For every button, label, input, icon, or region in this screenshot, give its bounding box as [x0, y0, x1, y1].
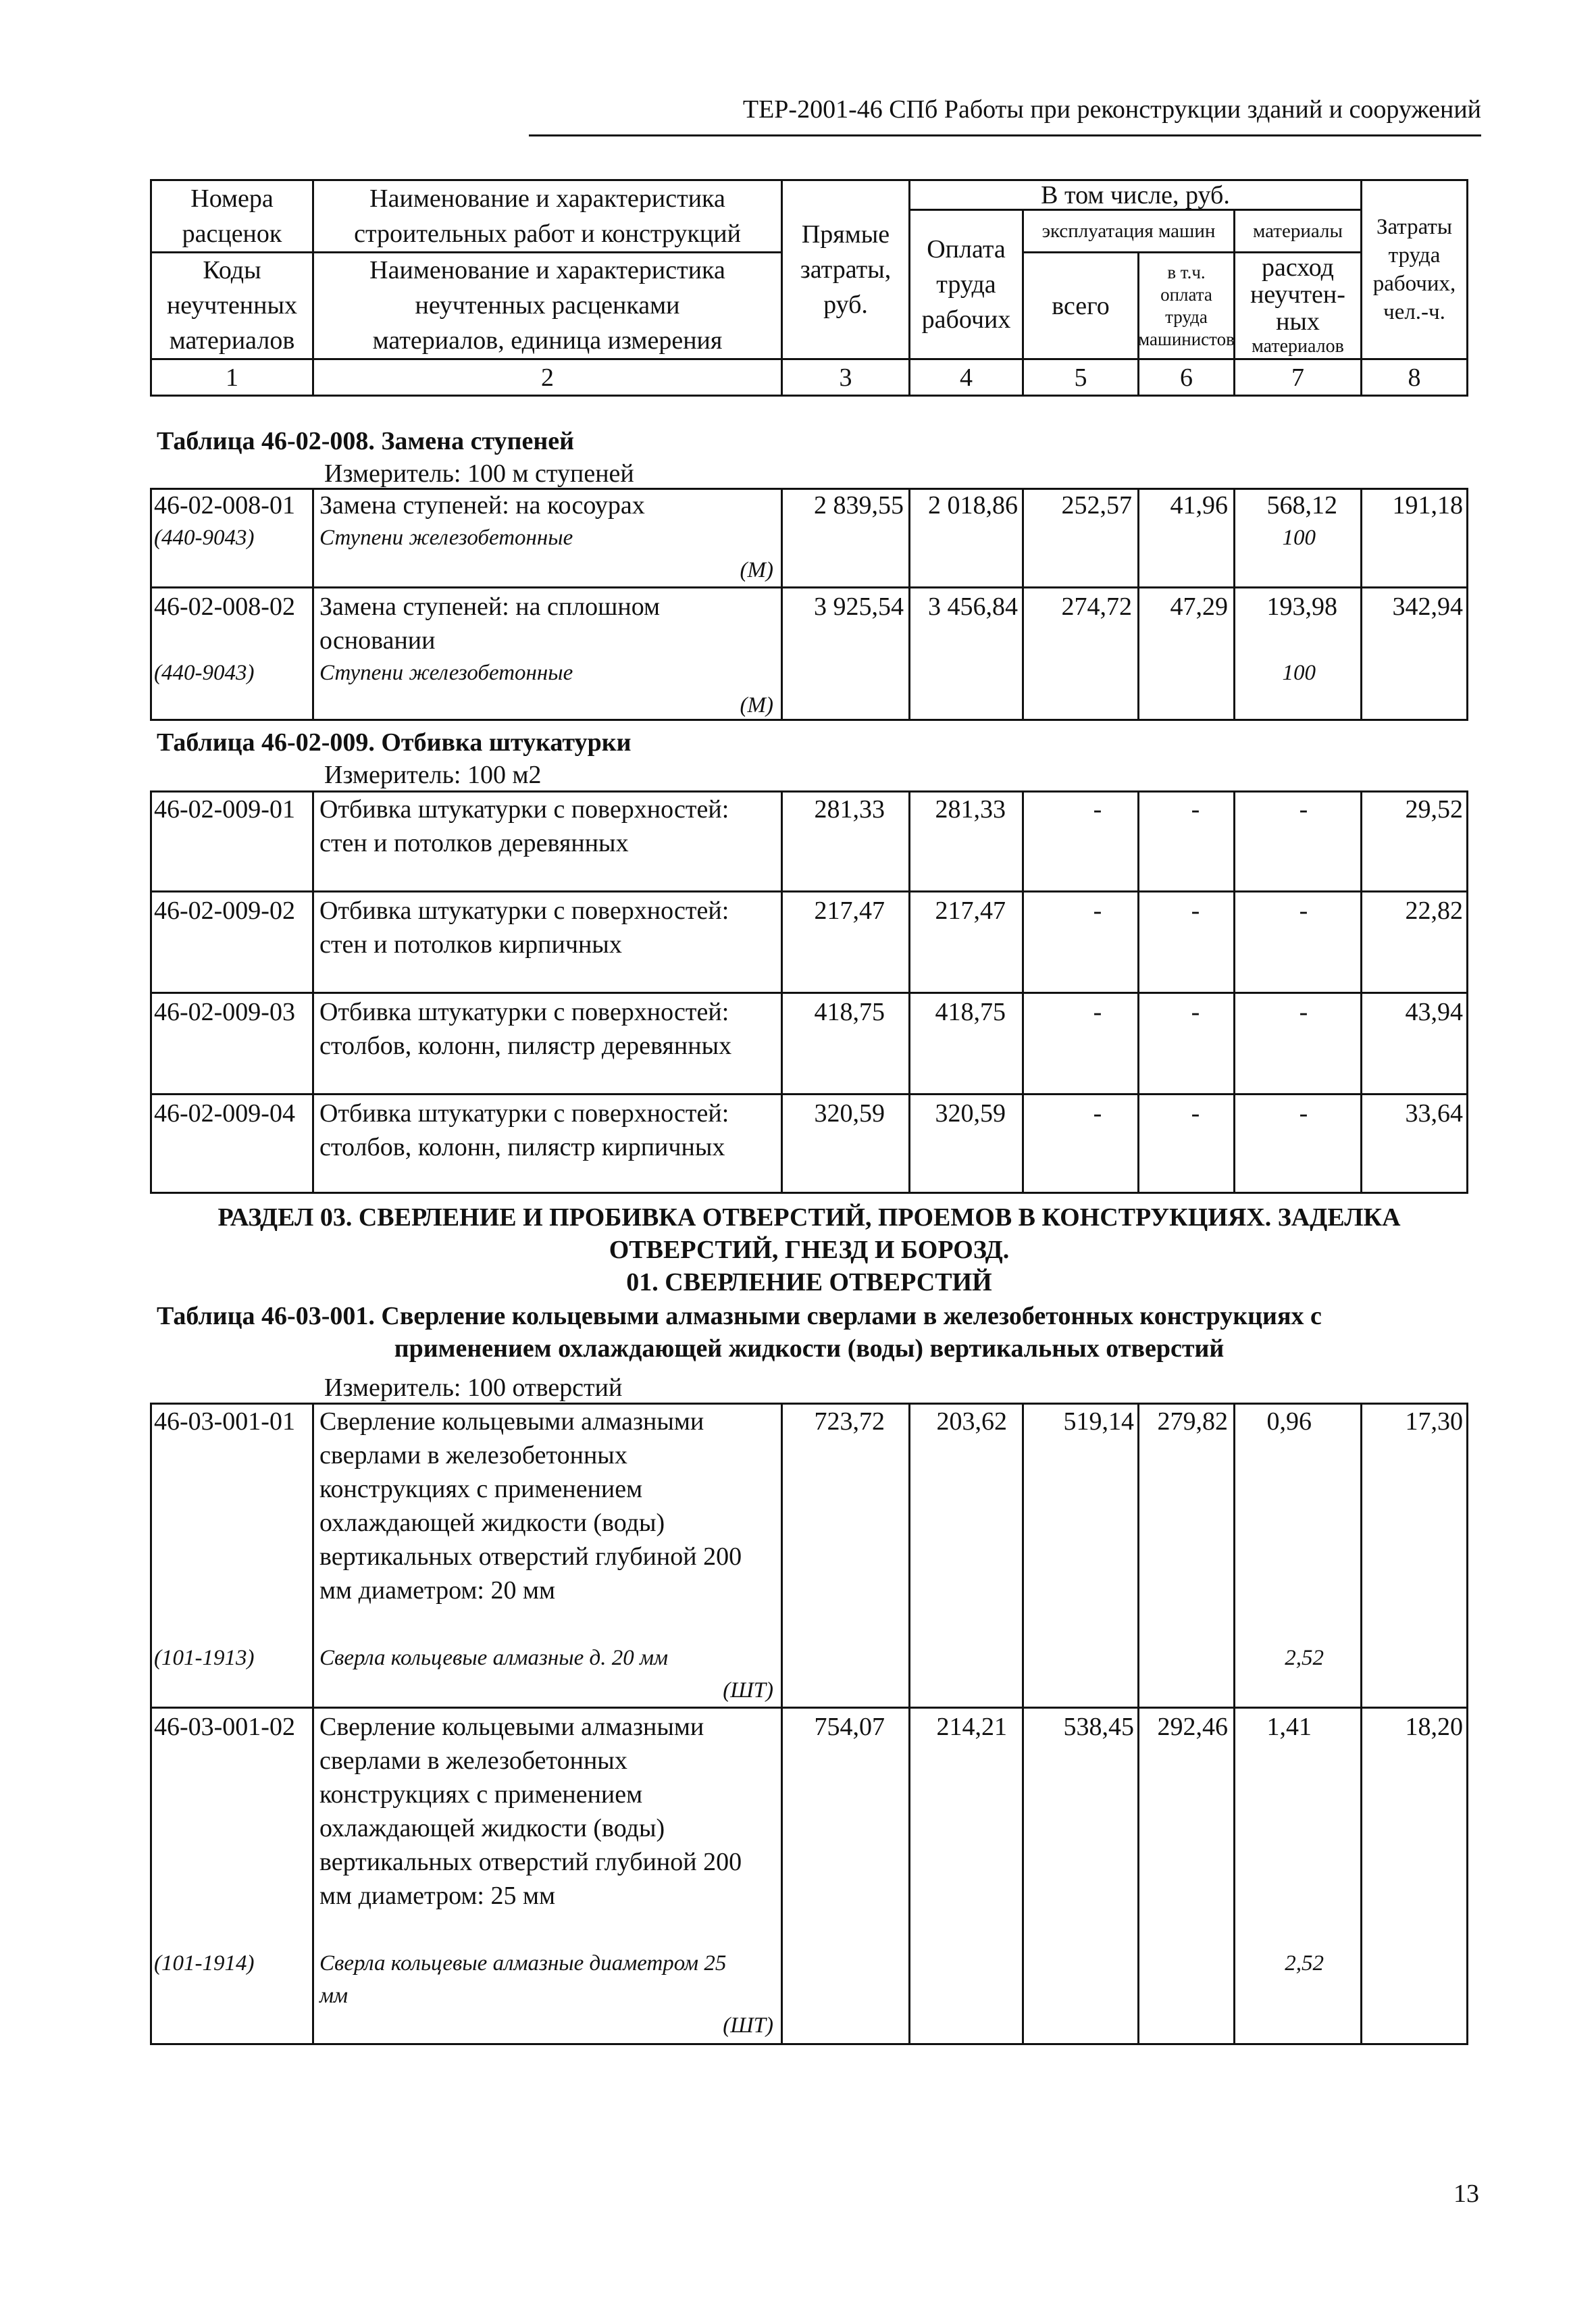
t009-r2-v3: 217,47	[814, 897, 885, 925]
t009-r1-v8: 29,52	[1405, 795, 1463, 824]
t009-r1-v5: -	[1093, 795, 1102, 824]
t009-r4-v3: 320,59	[814, 1099, 885, 1128]
t008-r2-v6: 47,29	[1170, 593, 1228, 621]
t008-r1-v6: 41,96	[1170, 491, 1228, 520]
t001-r2-n0: Сверление кольцевыми алмазными	[319, 1713, 704, 1741]
t009-r3-v6: -	[1191, 998, 1200, 1026]
t001-r2-n5: мм диаметром: 25 мм	[319, 1882, 556, 1910]
exp-header: эксплуатация машин	[1022, 209, 1235, 253]
t008-v3	[908, 488, 910, 721]
t001-r2-v8: 18,20	[1405, 1713, 1463, 1741]
t001-r2-mcode: (101-1914)	[154, 1951, 255, 1976]
t001-r2-v5: 538,45	[1063, 1713, 1134, 1741]
t008-rowline	[150, 586, 1468, 588]
t001-r1-code: 46-03-001-01	[154, 1407, 295, 1436]
t008-r2-v5: 274,72	[1061, 593, 1132, 621]
t009-r1-n1: Отбивка штукатурки с поверхностей:	[319, 795, 729, 824]
t008-v4	[1022, 488, 1024, 721]
t009-r4-v6: -	[1191, 1099, 1200, 1128]
col4-header: Оплата труда рабочих	[908, 209, 1024, 360]
t001-r1-v8: 17,30	[1405, 1407, 1463, 1436]
t001-r1-mname: Сверла кольцевые алмазные д. 20 мм	[319, 1646, 669, 1670]
t009-row-line-3	[150, 1093, 1468, 1095]
t009-v7	[1360, 790, 1362, 1194]
t009-r3-v7: -	[1299, 998, 1308, 1026]
t009-r1-v7: -	[1299, 795, 1308, 824]
col1-divider	[150, 251, 314, 253]
num-3: 3	[781, 358, 910, 397]
t009-row-line-2	[150, 992, 1468, 994]
t009-r2-v4: 217,47	[935, 897, 1006, 925]
t008-r2-name2: основании	[319, 626, 436, 655]
t009-r1-v6: -	[1191, 795, 1200, 824]
t008-r2-name1: Замена ступеней: на сплошном	[319, 593, 661, 621]
t009-r1-n2: стен и потолков деревянных	[319, 829, 629, 857]
t001-r1-mcode: (101-1913)	[154, 1646, 255, 1670]
t009-r3-v5: -	[1093, 998, 1102, 1026]
t009-r2-n2: стен и потолков кирпичных	[319, 930, 622, 959]
t001-r2-v7b: 2,52	[1285, 1951, 1324, 1976]
t009-row-line-1	[150, 890, 1468, 892]
t009-r3-code: 46-02-009-03	[154, 998, 295, 1026]
t009-r2-v5: -	[1093, 897, 1102, 925]
t001-v4	[1022, 1403, 1024, 2045]
col5-header: всего	[1022, 251, 1139, 360]
t008-r2-unit: (М)	[740, 693, 773, 718]
t008-r1-code: 46-02-008-01	[154, 491, 295, 520]
t001-r2-code: 46-03-001-02	[154, 1713, 295, 1741]
num-2: 2	[312, 358, 783, 397]
t008-r2-mcode: (440-9043)	[154, 661, 255, 685]
t001-r2-unit: (ШТ)	[723, 2013, 773, 2038]
col7-header: расход неучтен- ных материалов	[1233, 251, 1362, 360]
t009-v4	[1022, 790, 1024, 1194]
t009-r2-v8: 22,82	[1405, 897, 1463, 925]
t001-r1-n0: Сверление кольцевыми алмазными	[319, 1407, 704, 1436]
t009-r2-code: 46-02-009-02	[154, 897, 295, 925]
num-7: 7	[1233, 358, 1362, 397]
t008-measure: Измеритель: 100 м ступеней	[324, 459, 634, 488]
t001-r1-n5: мм диаметром: 20 мм	[319, 1576, 556, 1605]
t008-r1-unit: (М)	[740, 558, 773, 582]
t009-r2-v6: -	[1191, 897, 1200, 925]
num-1: 1	[150, 358, 314, 397]
mat-header: материалы	[1233, 209, 1362, 253]
num-4: 4	[908, 358, 1024, 397]
t009-v1	[312, 790, 314, 1194]
t008-r1-v8: 191,18	[1392, 491, 1463, 520]
col3-header: Прямые затраты, руб.	[781, 179, 910, 360]
t009-r1-code: 46-02-009-01	[154, 795, 295, 824]
col8-header: Затраты труда рабочих, чел.-ч.	[1360, 179, 1468, 360]
t008-r1-v7: 568,12	[1266, 491, 1337, 520]
t008-v2	[781, 488, 783, 721]
t008-r2-v7: 193,98	[1266, 593, 1337, 621]
t009-r4-v7: -	[1299, 1099, 1308, 1128]
t001-v5	[1137, 1403, 1139, 2045]
t001-r1-v4: 203,62	[936, 1407, 1007, 1436]
t001-r2-v7: 1,41	[1266, 1713, 1312, 1741]
t009-r1-v4: 281,33	[935, 795, 1006, 824]
t001-v3	[908, 1403, 910, 2045]
col2-header: Наименование и характеристика строительных работ и конструкций Наименование и характеристика неучтенных расценками материалов, единица измерения	[312, 179, 783, 360]
t008-r1-v5: 252,57	[1061, 491, 1132, 520]
t009-measure: Измеритель: 100 м2	[324, 761, 542, 789]
num-5: 5	[1022, 358, 1139, 397]
t009-r2-v7: -	[1299, 897, 1308, 925]
t001-r1-n4: вертикальных отверстий глубиной 200	[319, 1542, 742, 1571]
t001-v6	[1233, 1403, 1235, 2045]
t009-v2	[781, 790, 783, 1194]
t008-r2-mname: Ступени железобетонные	[319, 661, 573, 685]
t009-r3-v8: 43,94	[1405, 998, 1463, 1026]
t001-measure: Измеритель: 100 отверстий	[324, 1374, 623, 1402]
t009-v6	[1233, 790, 1235, 1194]
running-header: ТЕР-2001-46 СПб Работы при реконструкции зданий и сооружений	[742, 95, 1481, 124]
t001-r2-v6: 292,46	[1157, 1713, 1228, 1741]
t008-r2-v8: 342,94	[1392, 593, 1463, 621]
t009-r4-v4: 320,59	[935, 1099, 1006, 1128]
t009-r4-n1: Отбивка штукатурки с поверхностей:	[319, 1099, 729, 1128]
t008-v6	[1233, 488, 1235, 721]
t001-r2-n1: сверлами в железобетонных	[319, 1746, 627, 1775]
t001-r2-n3: охлаждающей жидкости (воды)	[319, 1814, 665, 1842]
t008-r1-mcode: (440-9043)	[154, 526, 255, 550]
t008-v5	[1137, 488, 1139, 721]
section-heading-line1: РАЗДЕЛ 03. СВЕРЛЕНИЕ И ПРОБИВКА ОТВЕРСТИЙ, ПРОЕМОВ В КОНСТРУКЦИЯХ. ЗАДЕЛКА	[217, 1203, 1401, 1232]
t001-r1-v7: 0,96	[1266, 1407, 1312, 1436]
t009-r3-v3: 418,75	[814, 998, 885, 1026]
t009-v3	[908, 790, 910, 1194]
t008-r1-v7b: 100	[1282, 526, 1316, 550]
t009-r3-v4: 418,75	[935, 998, 1006, 1026]
t009-r3-n2: столбов, колонн, пилястр деревянных	[319, 1032, 732, 1060]
t009-r3-n1: Отбивка штукатурки с поверхностей:	[319, 998, 729, 1026]
section-heading-line2: ОТВЕРСТИЙ, ГНЕЗД И БОРОЗД.	[609, 1236, 1010, 1264]
t001-title2: применением охлаждающей жидкости (воды) вертикальных отверстий	[394, 1334, 1225, 1363]
t001-v2	[781, 1403, 783, 2045]
t009-r4-v8: 33,64	[1405, 1099, 1463, 1128]
t008-r2-v4: 3 456,84	[928, 593, 1018, 621]
subsection-heading: 01. СВЕРЛЕНИЕ ОТВЕРСТИЙ	[626, 1268, 992, 1297]
t001-v7	[1360, 1403, 1362, 2045]
t008-title: Таблица 46-02-008. Замена ступеней	[157, 427, 575, 455]
t008-v1	[312, 488, 314, 721]
t009-r1-v3: 281,33	[814, 795, 885, 824]
t001-r2-n4: вертикальных отверстий глубиной 200	[319, 1848, 742, 1876]
col2-divider	[312, 251, 783, 253]
col1-header: Номера расценок Коды неучтенных материалов	[150, 179, 314, 360]
t009-r4-code: 46-02-009-04	[154, 1099, 295, 1128]
t009-r4-n2: столбов, колонн, пилястр кирпичных	[319, 1133, 725, 1161]
group-header: В том числе, руб.	[908, 179, 1362, 211]
t001-r2-mname0: Сверла кольцевые алмазные диаметром 25	[319, 1951, 727, 1976]
t001-title1: Таблица 46-03-001. Сверление кольцевыми алмазными сверлами в железобетонных конструкциях с	[157, 1302, 1322, 1330]
t001-rowline	[150, 1707, 1468, 1709]
t001-r1-v3: 723,72	[814, 1407, 885, 1436]
num-8: 8	[1360, 358, 1468, 397]
t001-r2-v3: 754,07	[814, 1713, 885, 1741]
t001-v1	[312, 1403, 314, 2045]
t001-r2-n2: конструкциях с применением	[319, 1780, 643, 1809]
t008-r1-name: Замена ступеней: на косоурах	[319, 491, 645, 520]
t008-r1-mname: Ступени железобетонные	[319, 526, 573, 550]
t001-r1-v5: 519,14	[1063, 1407, 1134, 1436]
t001-r1-n2: конструкциях с применением	[319, 1475, 643, 1503]
t001-r1-v7b: 2,52	[1285, 1646, 1324, 1670]
col6-header: в т.ч. оплата труда машинистов	[1137, 251, 1235, 360]
t001-r1-n3: охлаждающей жидкости (воды)	[319, 1509, 665, 1537]
t008-r1-v3: 2 839,55	[814, 491, 904, 520]
t008-r2-code: 46-02-008-02	[154, 593, 295, 621]
t009-v5	[1137, 790, 1139, 1194]
t008-r1-v4: 2 018,86	[928, 491, 1018, 520]
t009-title: Таблица 46-02-009. Отбивка штукатурки	[157, 728, 632, 757]
t001-r1-unit: (ШТ)	[723, 1678, 773, 1703]
t008-r2-v7b: 100	[1282, 661, 1316, 685]
t001-r1-v6: 279,82	[1157, 1407, 1228, 1436]
t008-r2-v3: 3 925,54	[814, 593, 904, 621]
t001-r2-v4: 214,21	[936, 1713, 1007, 1741]
t001-r1-n1: сверлами в железобетонных	[319, 1441, 627, 1469]
t008-v7	[1360, 488, 1362, 721]
num-6: 6	[1137, 358, 1235, 397]
t009-r4-v5: -	[1093, 1099, 1102, 1128]
t001-r2-mname1: мм	[319, 1984, 349, 2008]
t009-r2-n1: Отбивка штукатурки с поверхностей:	[319, 897, 729, 925]
page-number: 13	[1453, 2180, 1479, 2208]
header-rule	[529, 134, 1481, 136]
